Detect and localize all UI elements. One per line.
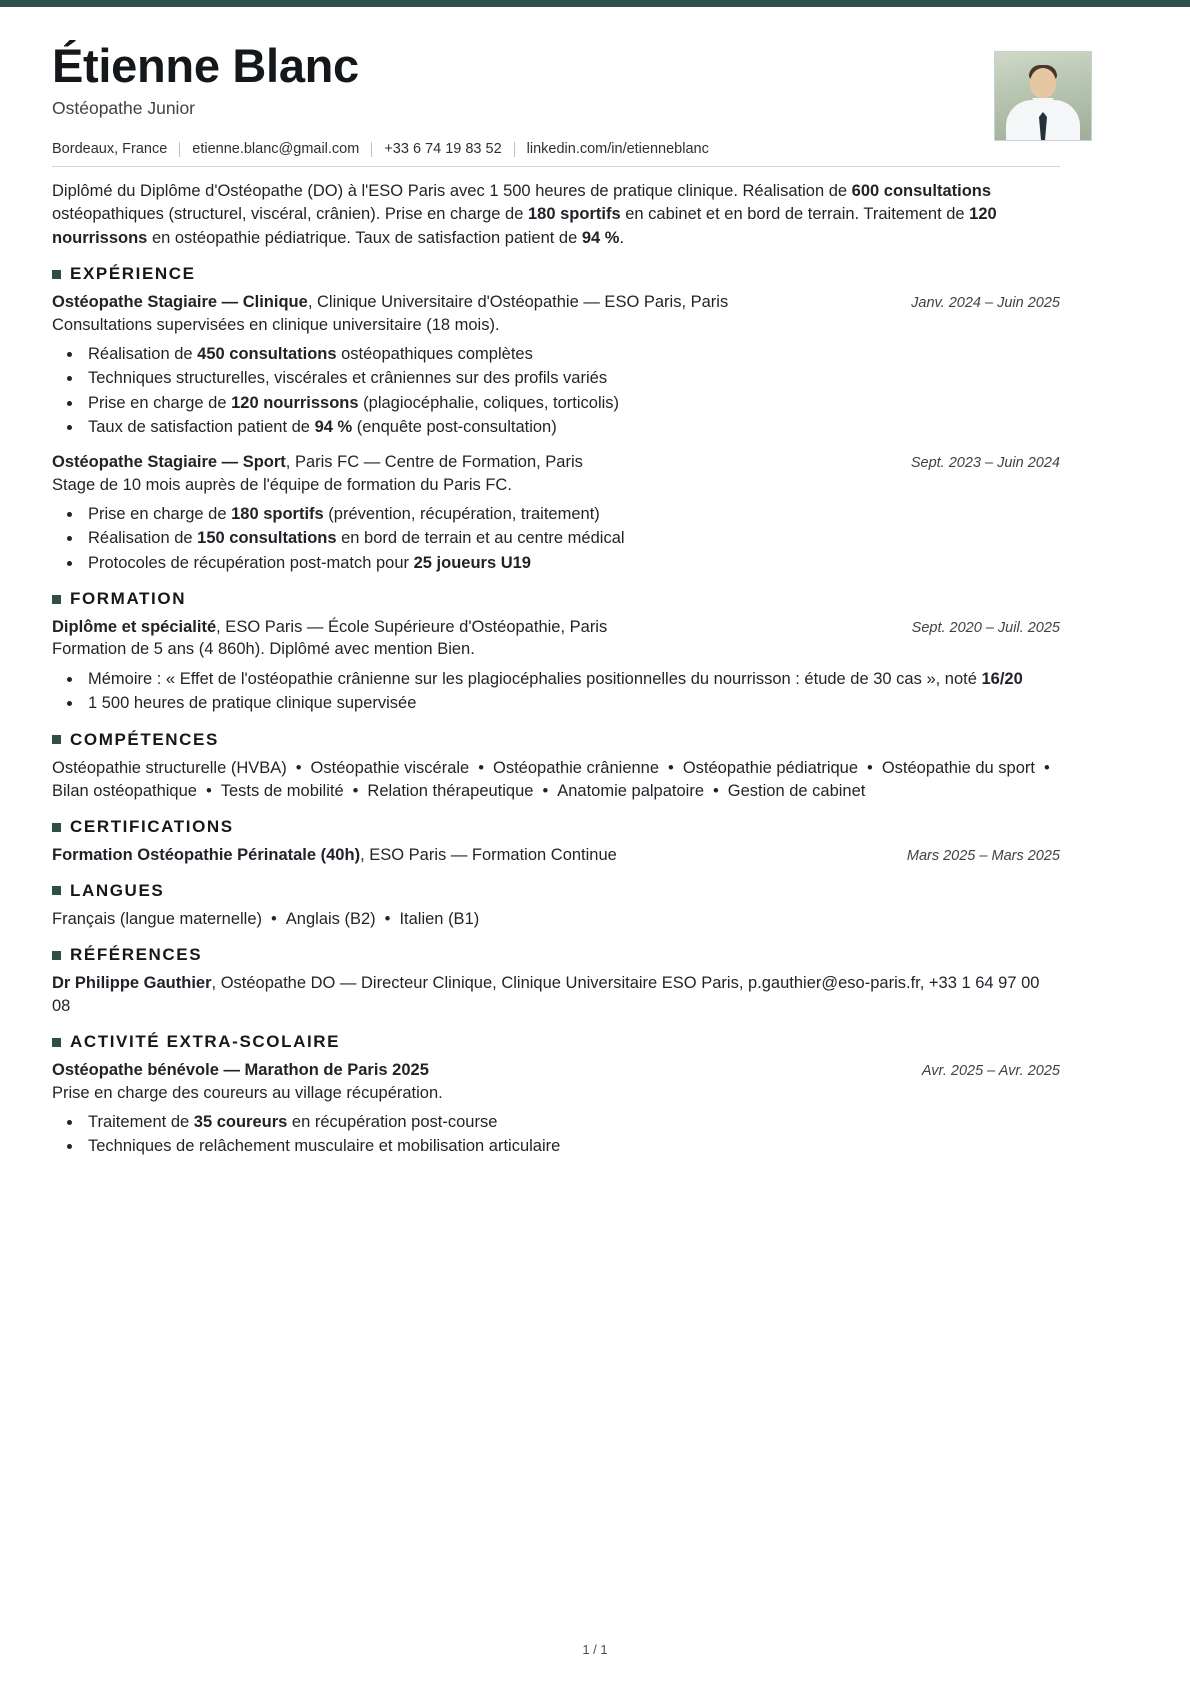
skill-item: Ostéopathie du sport — [881, 758, 1035, 777]
certification-entry — [52, 844, 1060, 866]
separator-dot-icon: • — [1044, 758, 1050, 777]
separator-dot-icon: • — [205, 781, 212, 800]
separator-dot-icon: • — [668, 758, 674, 777]
square-bullet-icon — [52, 951, 61, 960]
language-item: Anglais (B2) — [285, 909, 376, 928]
summary-bold-3: 120 nourrissons — [52, 205, 997, 247]
bullet-text-a: 1 500 heures de pratique clinique supervisée — [88, 694, 417, 713]
header-text-block — [52, 41, 994, 133]
bullet-text-b: 120 nourrissons — [231, 393, 359, 412]
contact-email[interactable]: etienne.blanc@gmail.com — [192, 141, 360, 157]
section-title: COMPÉTENCES — [70, 729, 219, 749]
skill-item: Ostéopathie structurelle (HVBA) — [52, 758, 287, 777]
entry-date: Sept. 2023 – Juin 2024 — [910, 455, 1060, 472]
list-item — [83, 391, 1060, 415]
skill-item: Bilan ostéopathique — [52, 781, 197, 800]
entry-subtitle: Formation de 5 ans (4 860h). Diplômé avec mention Bien. — [52, 640, 475, 659]
section-heading-langues — [52, 881, 1060, 901]
contact-divider — [371, 142, 372, 157]
bullet-text-c: en bord de terrain et au centre médical — [336, 529, 625, 548]
entry-header-row — [52, 844, 1060, 866]
bullet-text-a: Prise en charge de — [88, 393, 232, 412]
reference-entry — [52, 972, 1060, 1018]
section-title: RÉFÉRENCES — [70, 945, 203, 965]
entry-subtitle: Prise en charge des coureurs au village récupération. — [52, 1083, 443, 1102]
square-bullet-icon — [52, 595, 61, 604]
list-item — [83, 502, 1060, 526]
summary-text-2: ostéopathiques (structurel, viscéral, crânien). Prise en charge de — [52, 205, 528, 224]
section-title: CERTIFICATIONS — [70, 817, 234, 837]
list-item — [83, 415, 1060, 439]
section-title: LANGUES — [70, 880, 165, 900]
bullet-text-c: (enquête post-consultation) — [352, 418, 557, 437]
contact-linkedin[interactable]: linkedin.com/in/etienneblanc — [526, 141, 709, 157]
entry-date: Mars 2025 – Mars 2025 — [906, 848, 1060, 865]
job-title: Ostéopathe Junior — [52, 97, 196, 118]
bullet-text-b: 150 consultations — [197, 529, 337, 548]
entry-date: Janv. 2024 – Juin 2025 — [911, 295, 1060, 312]
list-item — [83, 1110, 1060, 1134]
list-item — [83, 667, 1060, 691]
square-bullet-icon — [52, 735, 61, 744]
entry-title — [52, 616, 607, 638]
list-item — [83, 342, 1060, 366]
section-title: FORMATION — [70, 589, 187, 609]
separator-dot-icon: • — [295, 758, 302, 777]
entry-title — [52, 844, 617, 866]
entry-bullet-list — [52, 342, 1060, 440]
entry-bullet-list — [52, 1110, 1060, 1159]
section-heading-references — [52, 945, 1060, 965]
summary-text-1: Diplômé du Diplôme d'Ostéopathe (DO) à l'ESO Paris avec 1 500 heures de pratique clinique. Réalisation de — [52, 182, 852, 200]
entry-role: Ostéopathe Stagiaire — Clinique — [52, 293, 308, 312]
bullet-text-a: Techniques de relâchement musculaire et mobilisation articulaire — [88, 1137, 561, 1156]
entry-title — [52, 451, 583, 473]
entry-role: Ostéopathe bénévole — Marathon de Paris 2025 — [52, 1061, 429, 1080]
section-heading-certifications — [52, 817, 1060, 837]
list-item — [83, 1134, 1060, 1158]
skill-item: Relation thérapeutique — [367, 781, 534, 800]
avatar — [994, 51, 1092, 141]
entry-org: , Clinique Universitaire d'Ostéopathie — ESO Paris, Paris — [307, 293, 729, 312]
skill-item: Tests de mobilité — [220, 781, 344, 800]
entry-subtitle: Consultations supervisées en clinique universitaire (18 mois). — [52, 315, 500, 334]
contact-divider — [179, 142, 180, 157]
bullet-text-b: 16/20 — [981, 669, 1023, 688]
contact-phone[interactable]: +33 6 74 19 83 52 — [384, 141, 502, 157]
bullet-text-a: Réalisation de — [88, 344, 198, 363]
summary-text-3: en cabinet et en bord de terrain. Traitement de — [620, 205, 970, 224]
bullet-text-a: Traitement de — [88, 1112, 194, 1131]
bullet-text-c: (prévention, récupération, traitement) — [323, 504, 600, 523]
page-number: 1 / 1 — [582, 1642, 608, 1657]
entry-org: , ESO Paris — Formation Continue — [360, 846, 617, 865]
section-heading-formation — [52, 589, 1060, 609]
bullet-text-b: 94 % — [314, 418, 353, 437]
bullet-text-a: Prise en charge de — [88, 504, 232, 523]
entry-header-row — [52, 451, 1060, 473]
entry-date: Avr. 2025 – Avr. 2025 — [921, 1063, 1060, 1080]
summary-bold-1: 600 consultations — [851, 182, 992, 200]
separator-dot-icon: • — [713, 781, 719, 800]
square-bullet-icon — [52, 886, 61, 895]
skill-item: Gestion de cabinet — [727, 781, 866, 800]
contact-location: Bordeaux, France — [52, 141, 168, 157]
reference-name: Dr Philippe Gauthier — [52, 974, 212, 993]
avatar-head — [1030, 68, 1056, 98]
entry-bullet-list — [52, 667, 1060, 716]
bullet-text-a: Taux de satisfaction patient de — [88, 418, 315, 437]
bullet-text-a: Réalisation de — [88, 529, 198, 548]
skills-list — [52, 757, 1060, 804]
summary-text-4: en ostéopathie pédiatrique. Taux de satisfaction patient de — [147, 228, 582, 247]
entry-subtitle: Stage de 10 mois auprès de l'équipe de formation du Paris FC. — [52, 475, 512, 494]
separator-dot-icon: • — [867, 758, 873, 777]
section-heading-experience — [52, 264, 1060, 284]
bullet-text-b: 25 joueurs U19 — [413, 553, 531, 572]
profile-summary — [52, 180, 1060, 250]
skill-item: Ostéopathie viscérale — [310, 758, 470, 777]
accent-top-bar — [0, 0, 1190, 7]
bullet-text-b: 35 coureurs — [193, 1112, 288, 1131]
list-item — [83, 526, 1060, 550]
separator-dot-icon: • — [352, 781, 359, 800]
language-item: Italien (B1) — [399, 909, 480, 928]
list-item — [83, 551, 1060, 575]
list-item — [83, 691, 1060, 715]
formation-entry — [52, 616, 1060, 715]
extra-entry — [52, 1059, 1060, 1158]
entry-org: , ESO Paris — École Supérieure d'Ostéopathie, Paris — [216, 618, 608, 637]
experience-entry — [52, 291, 1060, 439]
square-bullet-icon — [52, 823, 61, 832]
entry-role: Formation Ostéopathie Périnatale (40h) — [52, 846, 361, 865]
section-heading-competences — [52, 730, 1060, 750]
contact-bar — [52, 141, 1060, 167]
resume-header — [52, 41, 1060, 141]
entry-bullet-list — [52, 502, 1060, 575]
experience-entry — [52, 451, 1060, 575]
entry-org: , Paris FC — Centre de Formation, Paris — [285, 453, 583, 472]
skill-item: Ostéopathie crânienne — [493, 758, 660, 777]
summary-bold-2: 180 sportifs — [528, 205, 621, 224]
bullet-text-c: (plagiocéphalie, coliques, torticolis) — [358, 393, 620, 412]
section-heading-extra — [52, 1032, 1060, 1052]
bullet-text-c: en récupération post-course — [287, 1112, 498, 1131]
entry-header-row — [52, 1059, 1060, 1081]
square-bullet-icon — [52, 1038, 61, 1047]
bullet-text-b: 180 sportifs — [231, 504, 324, 523]
section-title: ACTIVITÉ EXTRA-SCOLAIRE — [70, 1032, 341, 1052]
entry-role: Ostéopathe Stagiaire — Sport — [52, 453, 286, 472]
entry-title — [52, 291, 728, 313]
square-bullet-icon — [52, 270, 61, 279]
resume-content — [0, 7, 1190, 1159]
contact-divider — [514, 142, 515, 157]
bullet-text-b: 450 consultations — [197, 344, 337, 363]
entry-title — [52, 1059, 429, 1081]
languages-list — [52, 908, 1060, 931]
entry-date: Sept. 2020 – Juil. 2025 — [911, 620, 1060, 637]
language-item: Français (langue maternelle) — [52, 909, 263, 928]
reference-detail: , Ostéopathe DO — Directeur Clinique, Clinique Universitaire ESO Paris, p.gauthier@eso-paris.fr, +33 1 64 97 00 08 — [52, 974, 1040, 1016]
list-item — [83, 366, 1060, 390]
entry-header-row — [52, 616, 1060, 638]
bullet-text-c: ostéopathiques complètes — [336, 344, 533, 363]
entry-role: Diplôme et spécialité — [52, 618, 217, 637]
entry-header-row — [52, 291, 1060, 313]
separator-dot-icon: • — [384, 909, 391, 928]
separator-dot-icon: • — [478, 758, 484, 777]
bullet-text-a: Protocoles de récupération post-match pour — [88, 553, 414, 572]
summary-text-5: . — [619, 228, 625, 247]
skill-item: Anatomie palpatoire — [557, 781, 704, 800]
page-title: Étienne Blanc — [52, 39, 359, 92]
bullet-text-a: Techniques structurelles, viscérales et crâniennes sur des profils variés — [88, 369, 608, 388]
section-title: EXPÉRIENCE — [70, 264, 196, 284]
bullet-text-a: Mémoire : « Effet de l'ostéopathie crânienne sur les plagiocéphalies positionnelles du nourrisson : étude de 30 cas », noté — [88, 669, 982, 688]
skill-item: Ostéopathie pédiatrique — [682, 758, 859, 777]
separator-dot-icon: • — [542, 781, 549, 800]
separator-dot-icon: • — [271, 909, 277, 928]
summary-bold-4: 94 % — [581, 228, 620, 247]
